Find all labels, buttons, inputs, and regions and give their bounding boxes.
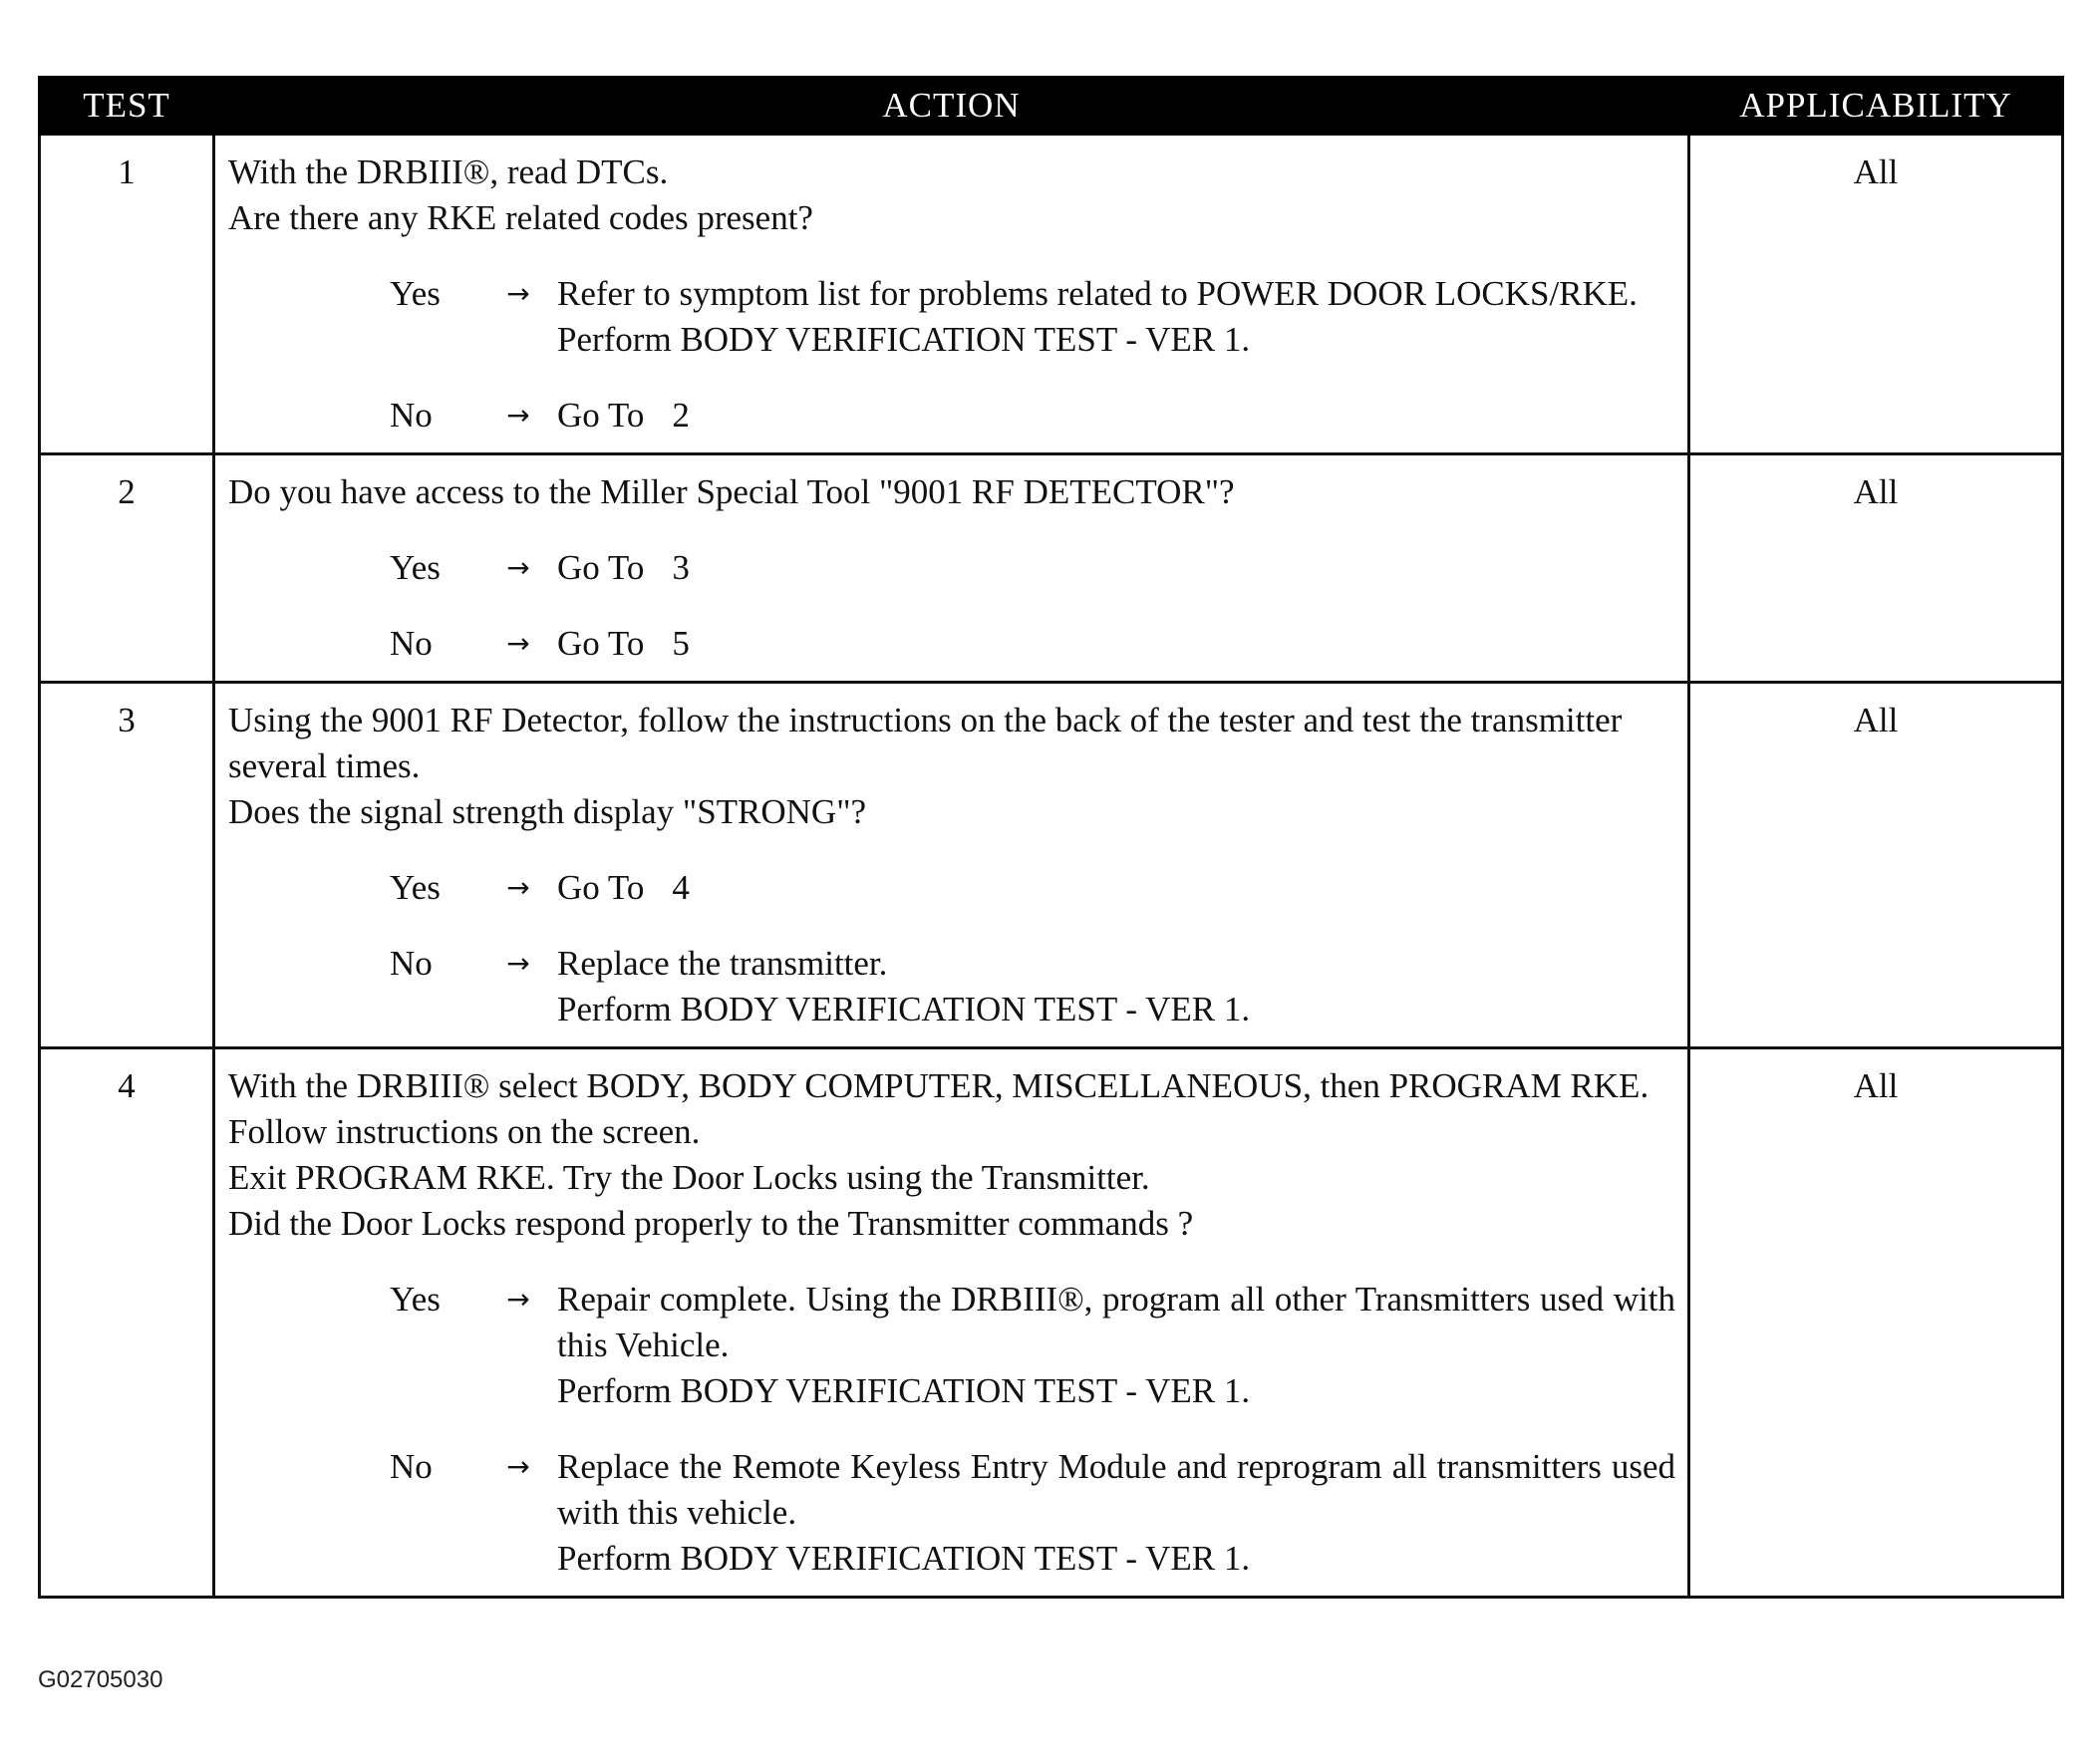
figure-id: G02705030 [38,1666,163,1693]
outcome-yes [228,865,1675,911]
outcome-yes [228,1277,1675,1414]
table-row [40,454,2063,683]
goto-label: Go To [557,868,645,907]
action-cell [214,683,1689,1048]
table-row [40,135,2063,454]
header-action: ACTION [214,78,1689,135]
table-body [40,135,2063,1598]
outcome-line: Perform BODY VERIFICATION TEST - VER 1. [557,990,1251,1028]
outcome-no [228,393,1675,439]
outcome-line: Replace the Remote Keyless Entry Module and reprogram all transmitters used with this vehicle. [557,1447,1675,1532]
goto-number: 2 [672,396,690,435]
outcome-line: Refer to symptom list for problems related to POWER DOOR LOCKS/RKE. [557,274,1638,313]
arrow-right-icon: → [506,947,530,980]
test-number: 4 [40,1048,214,1598]
outcome-text [557,271,1675,363]
action-cell [214,135,1689,454]
arrow-right-icon: → [506,871,530,904]
goto-number: 3 [672,548,690,587]
outcome-no [228,1444,1675,1582]
action-cell [214,454,1689,683]
test-procedure-table [38,76,2064,1599]
outcome-label: Yes [390,548,441,587]
outcome-label: No [390,624,433,663]
test-number: 1 [40,135,214,454]
question-text: Did the Door Locks respond properly to the Transmitter commands ? [228,1204,1194,1243]
goto-label: Go To [557,396,645,435]
outcome-line: Perform BODY VERIFICATION TEST - VER 1. [557,1371,1251,1410]
header-applicability: APPLICABILITY [1689,78,2063,135]
question-text: Are there any RKE related codes present? [228,198,813,237]
arrow-right-icon: → [506,627,530,660]
outcome-yes [228,271,1675,363]
outcome-line: Replace the transmitter. [557,944,888,983]
applicability-value: All [1689,683,2063,1048]
outcome-text [557,393,1675,439]
arrow-right-icon: → [506,1450,530,1483]
table-row [40,683,2063,1048]
outcome-text [557,545,1675,591]
question-text: With the DRBIII® select BODY, BODY COMPUTER, MISCELLANEOUS, then PROGRAM RKE. Follow instructions on the screen. [228,1066,1650,1151]
outcome-line: Perform BODY VERIFICATION TEST - VER 1. [557,320,1251,359]
arrow-right-icon: → [506,277,530,310]
outcome-line: Perform BODY VERIFICATION TEST - VER 1. [557,1539,1251,1578]
outcome-label: Yes [390,274,441,313]
header-row [40,78,2063,135]
outcome-no [228,941,1675,1032]
arrow-right-icon: → [506,399,530,432]
question-text: Using the 9001 RF Detector, follow the instructions on the back of the tester and test the transmitter several times. [228,701,1623,785]
applicability-value: All [1689,1048,2063,1598]
question-text: Exit PROGRAM RKE. Try the Door Locks using the Transmitter. [228,1158,1150,1197]
outcome-label: Yes [390,1280,441,1319]
goto-number: 4 [672,868,690,907]
outcome-no [228,621,1675,667]
outcome-yes [228,545,1675,591]
outcome-line: Repair complete. Using the DRBIII®, program all other Transmitters used with this Vehicle. [557,1280,1675,1364]
outcome-label: Yes [390,868,441,907]
goto-label: Go To [557,548,645,587]
outcome-text [557,1444,1675,1582]
question-text: With the DRBIII®, read DTCs. [228,152,669,191]
outcome-label: No [390,944,433,983]
arrow-right-icon: → [506,551,530,584]
action-cell [214,1048,1689,1598]
question-text: Does the signal strength display "STRONG"? [228,792,867,831]
test-number: 2 [40,454,214,683]
outcome-text [557,941,1675,1032]
question-text: Do you have access to the Miller Special Tool "9001 RF DETECTOR"? [228,472,1235,511]
header-test: TEST [40,78,214,135]
test-number: 3 [40,683,214,1048]
outcome-text [557,621,1675,667]
outcome-label: No [390,1447,433,1486]
applicability-value: All [1689,135,2063,454]
outcome-label: No [390,396,433,435]
outcome-text [557,865,1675,911]
goto-label: Go To [557,624,645,663]
outcome-text [557,1277,1675,1414]
arrow-right-icon: → [506,1283,530,1316]
applicability-value: All [1689,454,2063,683]
goto-number: 5 [672,624,690,663]
table-row [40,1048,2063,1598]
